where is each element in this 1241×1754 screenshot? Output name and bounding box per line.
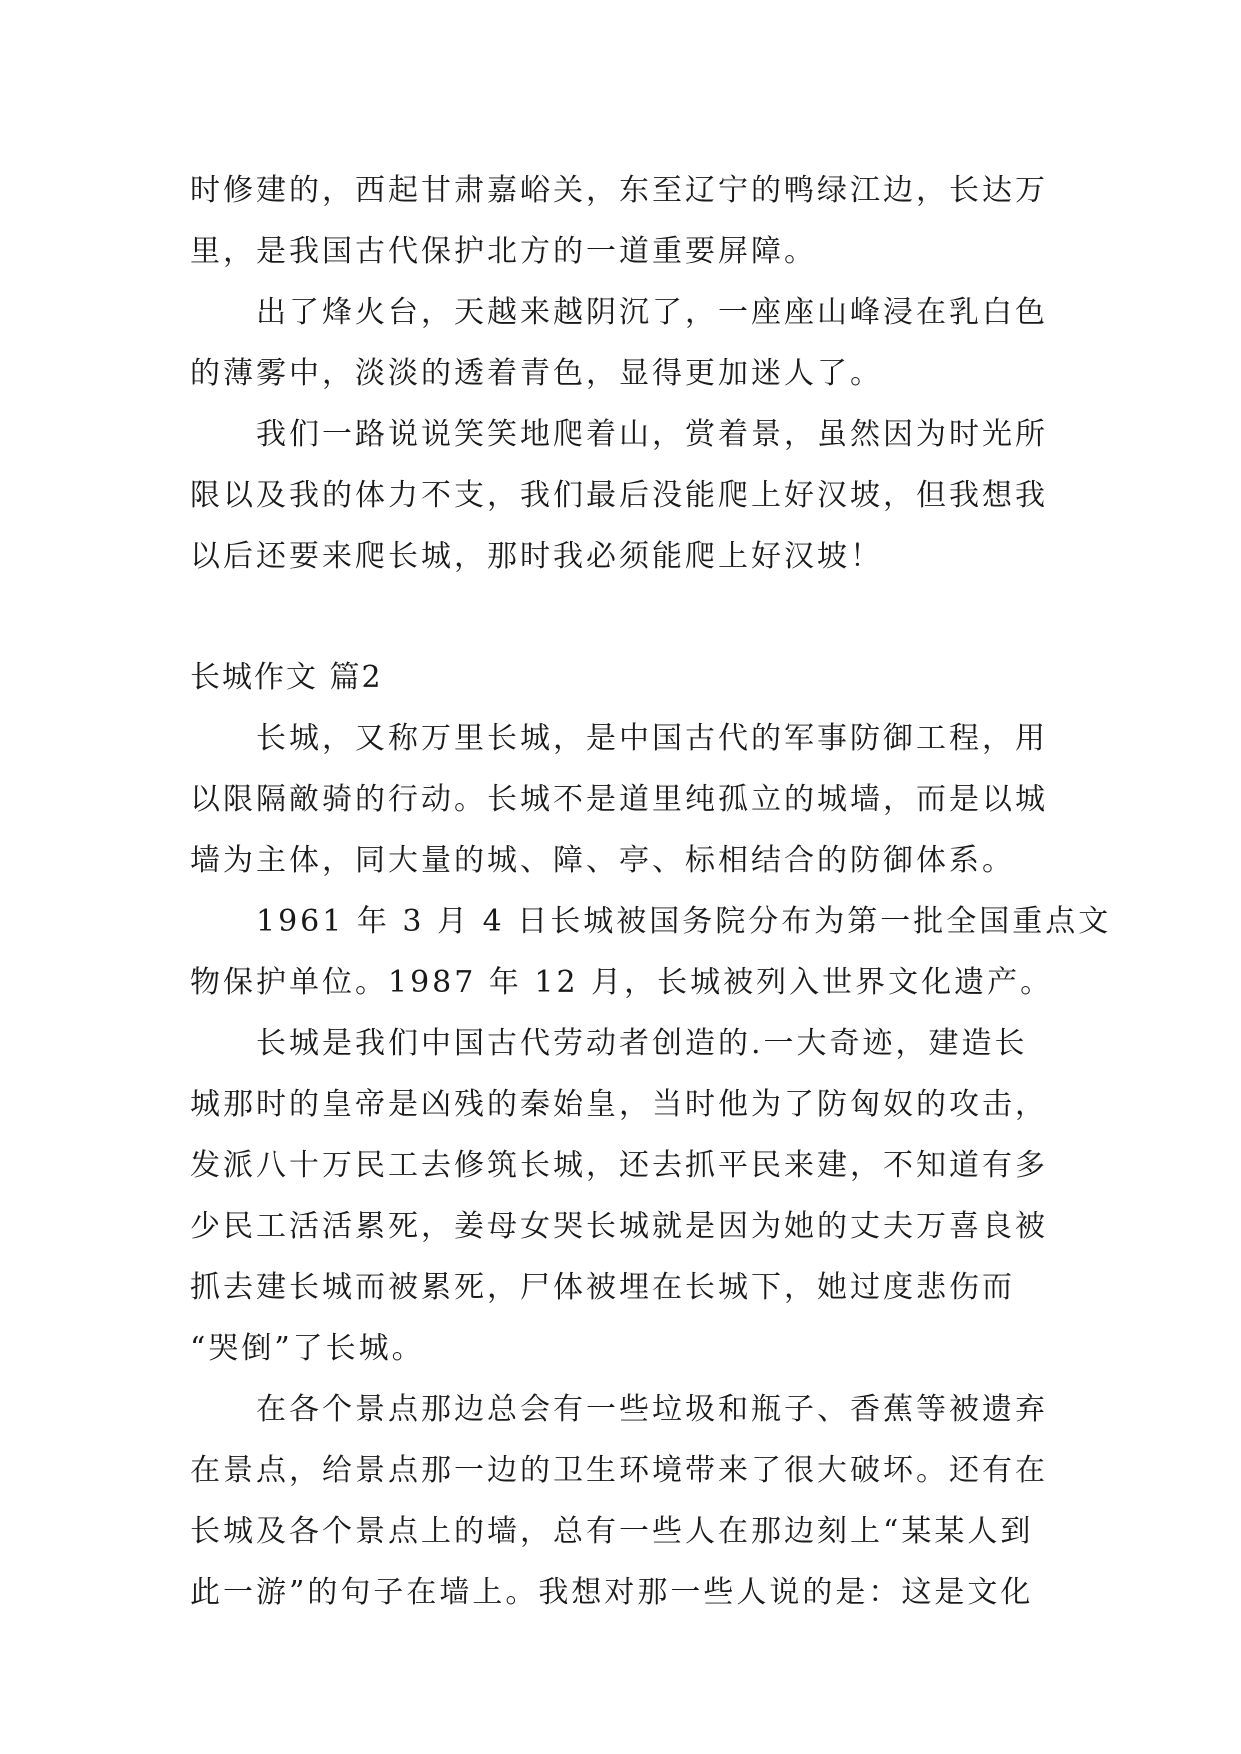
paragraph-start-line: 我们一路说说笑笑地爬着山，赏着景，虽然因为时光所 <box>256 417 1048 452</box>
text-line: 城那时的皇帝是凶残的秦始皇，当时他为了防匈奴的攻击， <box>190 1087 1048 1122</box>
text-line: 长城及各个景点上的墙，总有一些人在那边刻上“某某人到 <box>190 1514 1034 1549</box>
section-heading: 长城作文 篇2 <box>190 660 383 695</box>
paragraph-start-line: 长城是我们中国古代劳动者创造的.一大奇迹，建造长 <box>256 1026 1028 1061</box>
text-line: 抓去建长城而被累死，尸体被埋在长城下，她过度悲伤而 <box>190 1270 1015 1305</box>
paragraph-start-line: 在各个景点那边总会有一些垃圾和瓶子、香蕉等被遗弃 <box>256 1392 1048 1427</box>
text-line: 墙为主体，同大量的城、障、亭、标相结合的防御体系。 <box>190 843 1015 878</box>
text-line: 时修建的，西起甘肃嘉峪关，东至辽宁的鸭绿江边，长达万 <box>190 173 1048 208</box>
text-line: 此一游”的句子在墙上。我想对那一些人说的是：这是文化 <box>190 1575 1034 1610</box>
paragraph-start-line: 长城，又称万里长城，是中国古代的军事防御工程，用 <box>256 721 1048 756</box>
paragraph-start-line: 1961 年 3 月 4 日长城被国务院分布为第一批全国重点文 <box>256 904 1112 939</box>
text-line: 里，是我国古代保护北方的一道重要屏障。 <box>190 234 817 269</box>
document-body <box>190 160 1112 1623</box>
text-line: 以后还要来爬长城，那时我必须能爬上好汉坡！ <box>190 539 883 574</box>
text-line: 限以及我的体力不支，我们最后没能爬上好汉坡，但我想我 <box>190 478 1048 513</box>
text-line: “哭倒”了长城。 <box>190 1331 425 1366</box>
text-line: 少民工活活累死，姜母女哭长城就是因为她的丈夫万喜良被 <box>190 1209 1048 1244</box>
paragraph-start-line: 出了烽火台，天越来越阴沉了，一座座山峰浸在乳白色 <box>256 295 1048 330</box>
text-line: 物保护单位。1987 年 12 月，长城被列入世界文化遗产。 <box>190 965 1054 1000</box>
text-line: 的薄雾中，淡淡的透着青色，显得更加迷人了。 <box>190 356 883 391</box>
text-line: 在景点，给景点那一边的卫生环境带来了很大破坏。还有在 <box>190 1453 1048 1488</box>
text-line: 发派八十万民工去修筑长城，还去抓平民来建，不知道有多 <box>190 1148 1048 1183</box>
text-line: 以限隔敵骑的行动。长城不是道里纯孤立的城墙，而是以城 <box>190 782 1048 817</box>
section-gap <box>190 587 1050 647</box>
